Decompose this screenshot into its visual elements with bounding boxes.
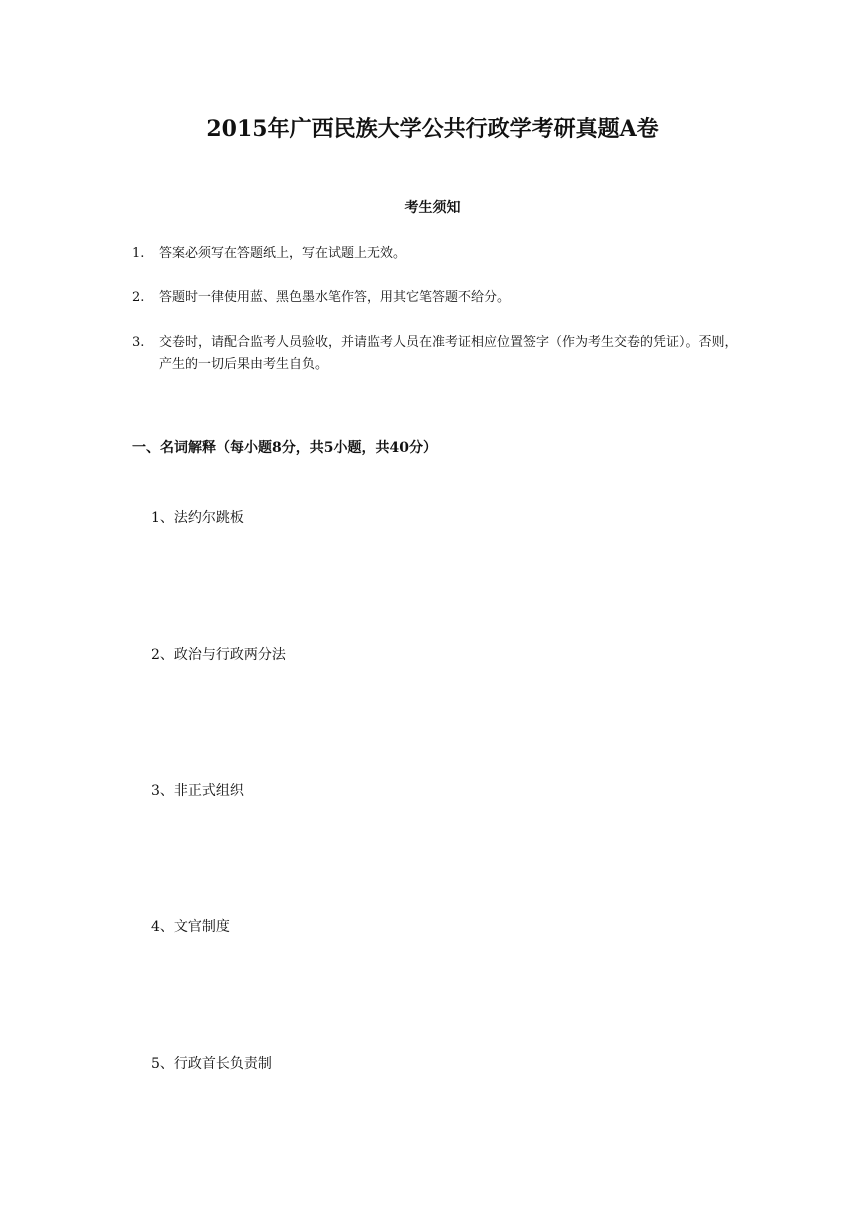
page-title: 2015年广西民族大学公共行政学考研真题A卷 [206,116,659,142]
notice-item-number: 2. [132,290,145,305]
notice-item-number: 3. [132,335,145,350]
notice-item-2 [132,287,742,309]
notice-item-number: 1. [132,246,145,261]
notice-item-text: 答案必须写在答题纸上，写在试题上无效。 [159,246,407,261]
question-item: 3、非正式组织 [151,783,244,799]
notice-item-1 [132,243,742,265]
notice-heading: 考生须知 [404,200,461,216]
section-heading-terms: 一、名词解释（每小题8分，共5小题，共40分） [132,440,437,456]
notice-item-text: 交卷时，请配合监考人员验收，并请监考人员在准考证相应位置签字（作为考生交卷的凭证）。否则，产生的一切后果由考生自负。 [159,335,738,372]
notice-item-text: 答题时一律使用蓝、黑色墨水笔作答，用其它笔答题不给分。 [159,290,511,305]
question-item: 1、法约尔跳板 [151,510,244,526]
question-item: 2、政治与行政两分法 [151,647,286,663]
notice-item-3 [132,332,742,376]
question-item: 4、文官制度 [151,919,230,935]
question-item: 5、行政首长负责制 [151,1056,272,1072]
